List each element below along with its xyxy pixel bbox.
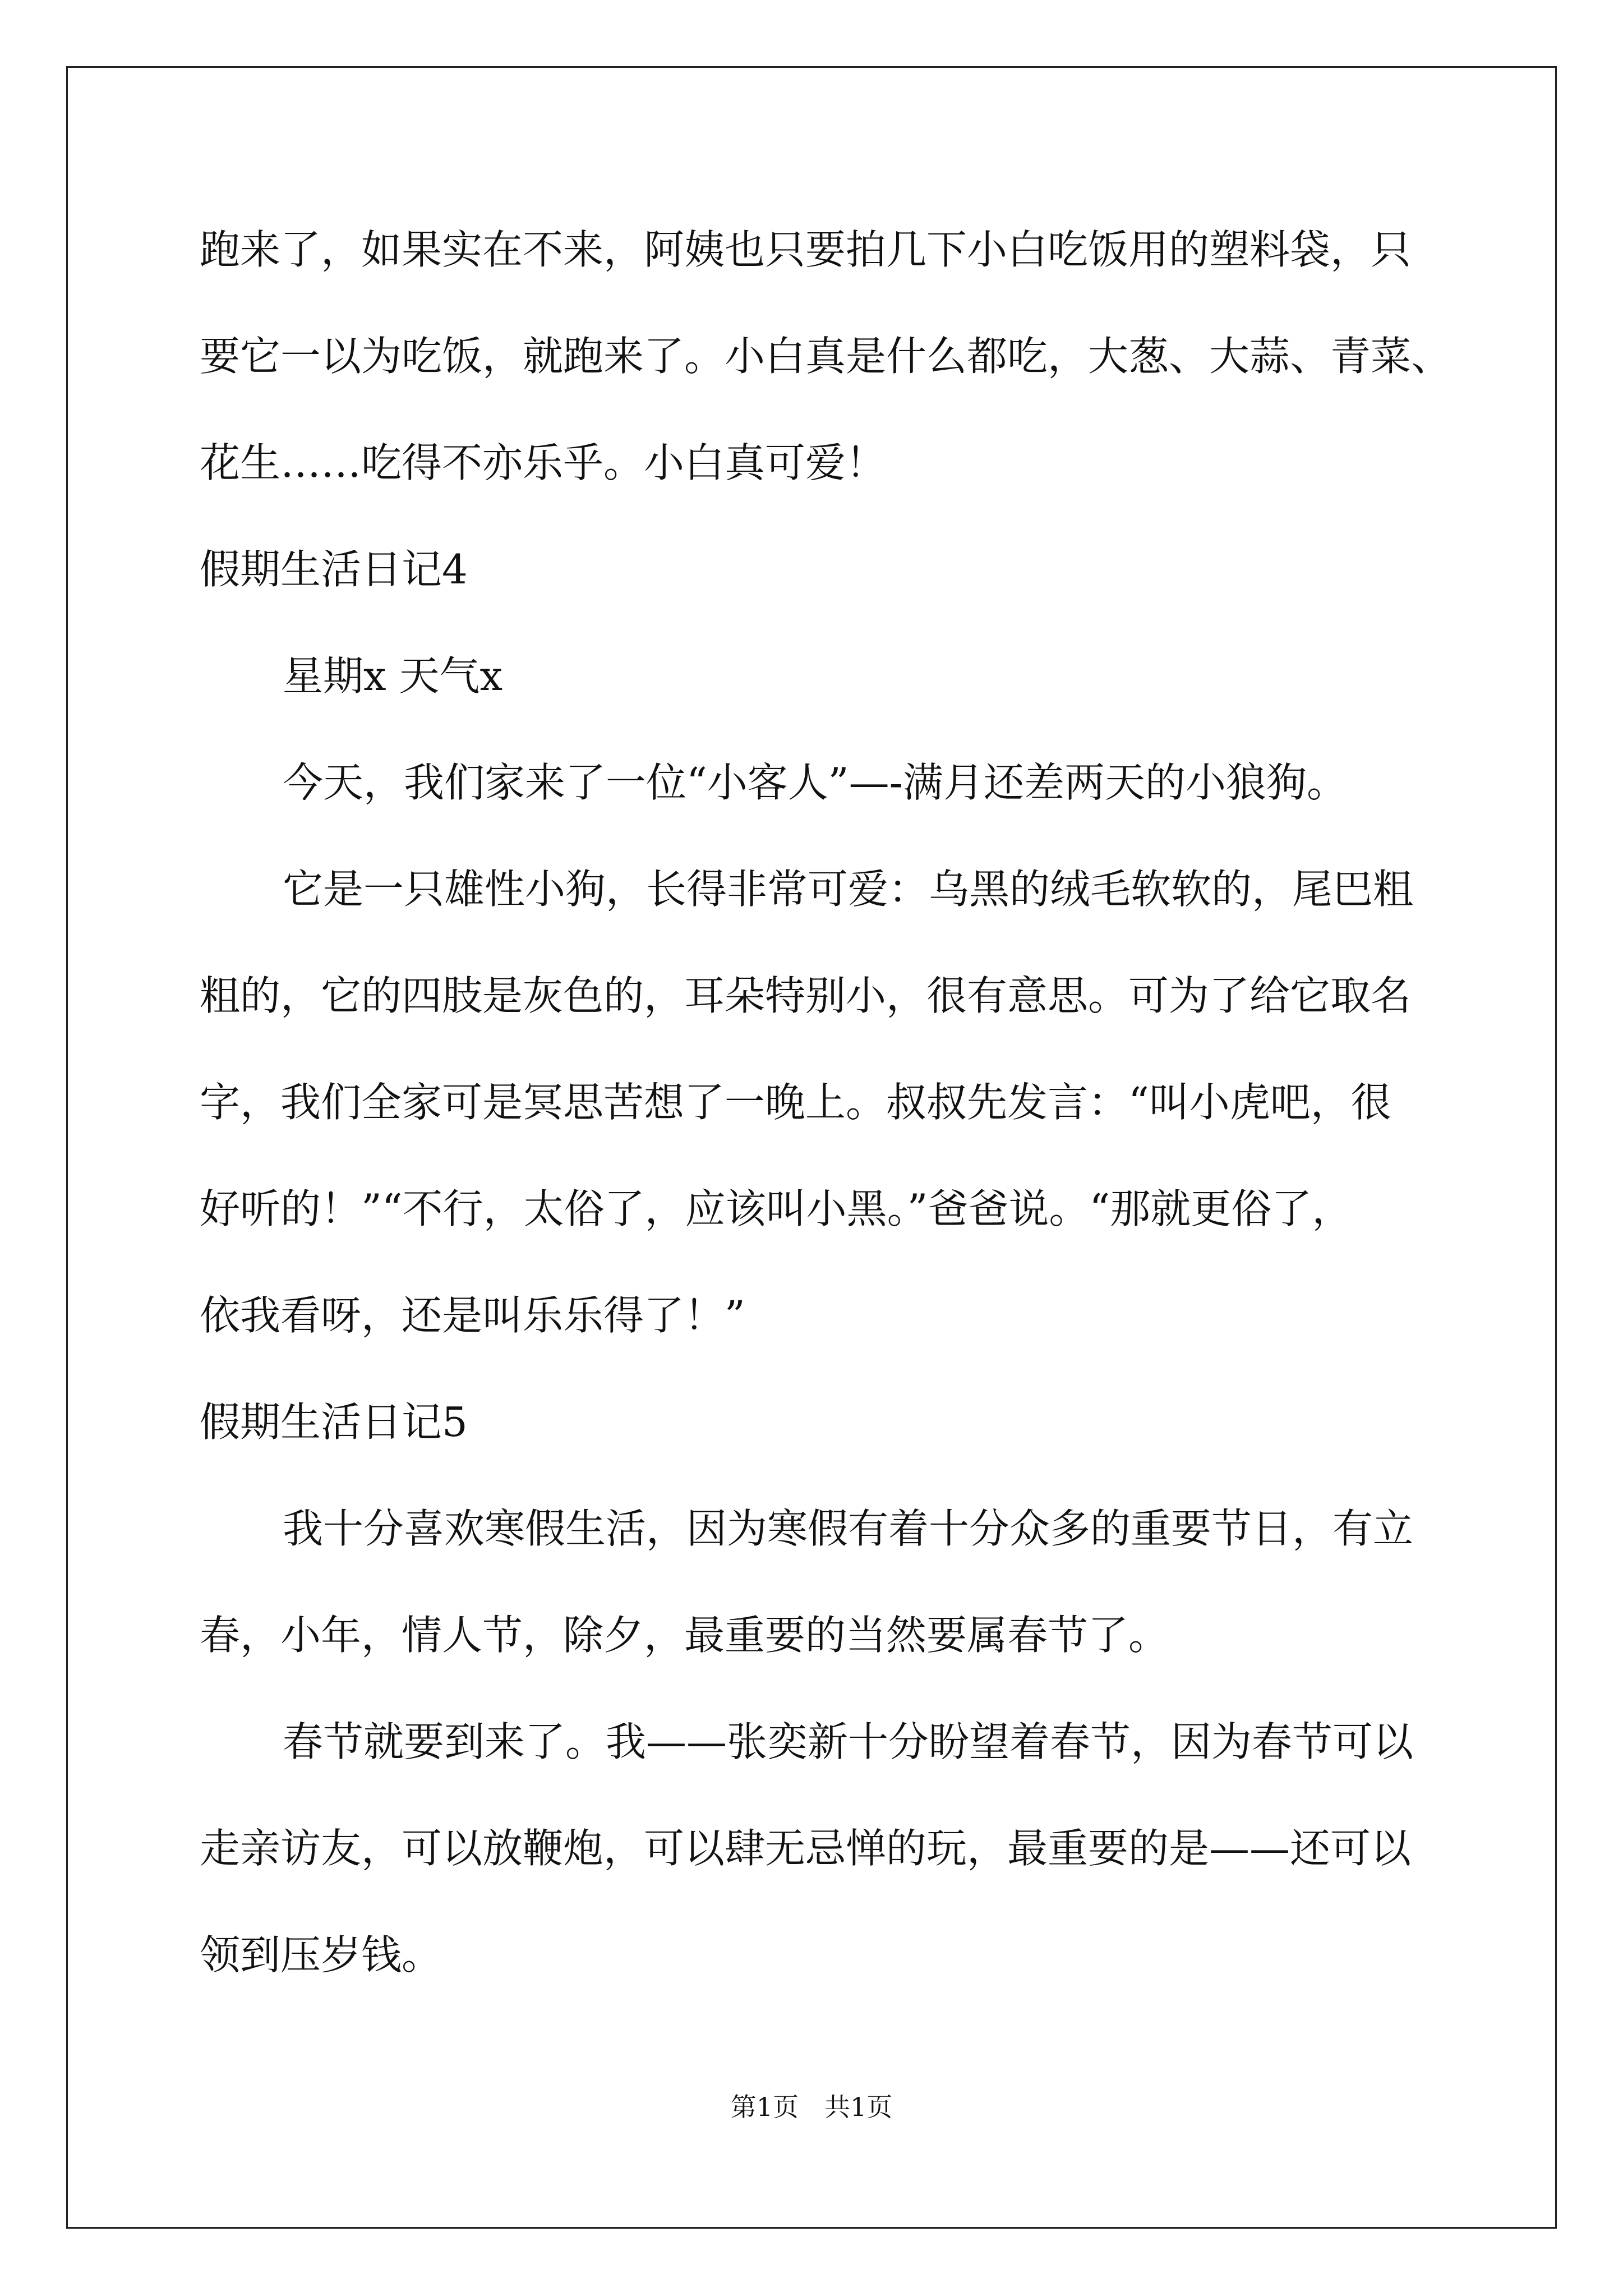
text-line: 春节就要到来了。我——张奕新十分盼望着春节，因为春节可以 <box>283 1718 1414 1765</box>
text-line: 字，我们全家可是冥思苦想了一晚上。叔叔先发言：“叫小虎吧，很 <box>200 1079 1391 1126</box>
text-line: 跑来了，如果实在不来，阿姨也只要拍几下小白吃饭用的塑料袋，只 <box>200 226 1412 273</box>
text-line: 今天，我们家来了一位“小客人”—-满月还差两天的小狼狗。 <box>283 759 1347 806</box>
text-line: 领到压岁钱。 <box>200 1931 442 1978</box>
text-line: 依我看呀，还是叫乐乐得了！” <box>200 1292 745 1339</box>
text-line: 好听的！”“不行，太俗了，应该叫小黑。”爸爸说。“那就更俗了， <box>200 1185 1353 1232</box>
document-body <box>200 213 1456 2025</box>
section-heading: 假期生活日记5 <box>200 1398 468 1446</box>
text-line: 走亲访友，可以放鞭炮，可以肆无忌惮的玩，最重要的是——还可以 <box>200 1825 1412 1872</box>
text-line: 花生……吃得不亦乐乎。小白真可爱！ <box>200 439 887 486</box>
text-line: 它是一只雄性小狗，长得非常可爱：乌黑的绒毛软软的，尾巴粗 <box>283 866 1414 913</box>
text-line: 要它一以为吃饭，就跑来了。小白真是什么都吃，大葱、大蒜、青菜、 <box>200 333 1452 380</box>
text-line: 我十分喜欢寒假生活，因为寒假有着十分众多的重要节日，有立 <box>283 1505 1414 1552</box>
page-footer: 第1页 共1页 <box>730 2092 893 2122</box>
text-line: 春，小年，情人节，除夕，最重要的当然要属春节了。 <box>200 1612 1169 1659</box>
section-heading: 假期生活日记4 <box>200 546 468 593</box>
text-line: 星期x 天气x <box>283 652 503 700</box>
text-line: 粗的，它的四肢是灰色的，耳朵特别小，很有意思。可为了给它取名 <box>200 972 1412 1019</box>
